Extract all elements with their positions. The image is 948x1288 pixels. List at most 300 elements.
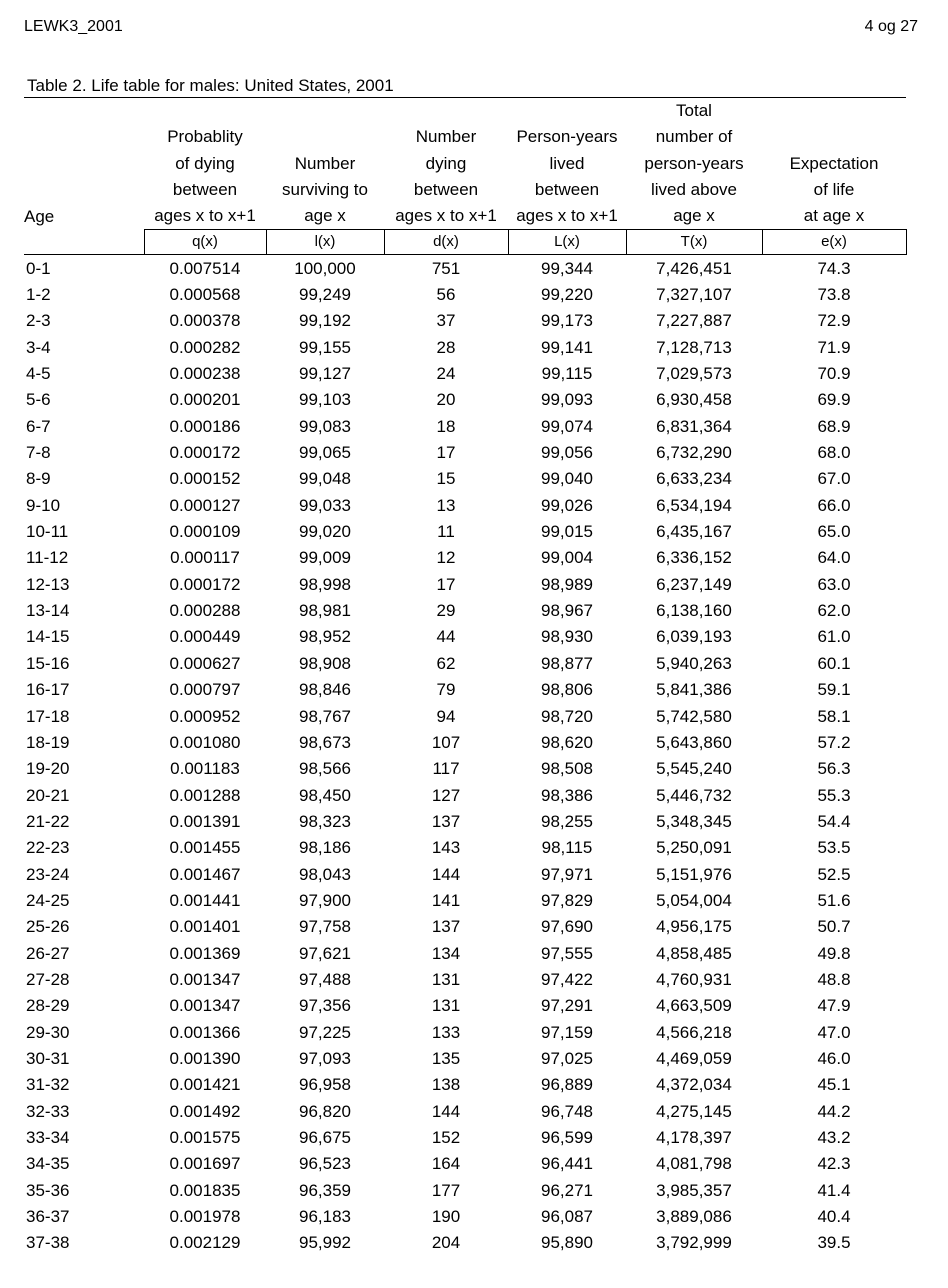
cell-age: 6-7 (26, 416, 51, 436)
cell-d: 135 (431, 1048, 461, 1068)
cell-l: 99,103 (299, 390, 351, 410)
cell-e: 40.4 (817, 1207, 851, 1227)
cell-L: 98,989 (541, 574, 593, 594)
table-row (24, 282, 906, 308)
cell-d: 44 (436, 627, 456, 647)
symbol-e: e(x) (762, 230, 906, 255)
cell-l: 96,820 (299, 1101, 351, 1121)
heading-line: Age (24, 206, 55, 226)
cell-age: 20-21 (26, 785, 70, 805)
cell-q: 0.000797 (169, 680, 241, 700)
cell-T: 6,930,458 (656, 390, 732, 410)
cell-T: 5,643,860 (656, 732, 732, 752)
cell-age: 1-2 (26, 285, 51, 304)
cell-e: 67.0 (817, 469, 851, 489)
cell-e: 46.0 (817, 1048, 851, 1068)
table-row (24, 861, 906, 887)
cell-T: 7,128,713 (656, 337, 732, 357)
cell-T: 6,138,160 (656, 601, 732, 621)
cell-age: 21-22 (26, 811, 70, 831)
symbol-row (24, 230, 906, 255)
cell-l: 99,048 (299, 469, 351, 489)
cell-l: 99,155 (299, 337, 351, 357)
cell-age: 11-12 (26, 548, 69, 568)
table-row (24, 967, 906, 993)
cell-T: 6,534,194 (656, 495, 732, 515)
table-row (24, 1151, 906, 1177)
cell-q: 0.000378 (169, 311, 241, 331)
cell-T: 3,792,999 (656, 1233, 732, 1253)
table-row (24, 1125, 906, 1151)
cell-T: 6,732,290 (656, 443, 732, 463)
heading-line: lived (549, 153, 585, 173)
cell-L: 97,971 (541, 864, 593, 884)
cell-d: 56 (436, 285, 456, 304)
cell-e: 54.4 (817, 811, 851, 831)
cell-q: 0.001366 (169, 1022, 241, 1042)
table-row (24, 624, 906, 650)
cell-e: 69.9 (817, 390, 851, 410)
table-header (24, 98, 906, 255)
heading-line: of dying (175, 153, 235, 173)
table-row (24, 730, 906, 756)
cell-L: 96,087 (541, 1207, 593, 1227)
cell-L: 99,220 (541, 285, 593, 304)
cell-e: 65.0 (817, 522, 851, 542)
cell-L: 98,806 (541, 680, 593, 700)
cell-age: 37-38 (26, 1233, 70, 1253)
table-row (24, 993, 906, 1019)
cell-d: 204 (431, 1233, 461, 1253)
cell-e: 68.0 (817, 443, 851, 463)
cell-d: 131 (431, 996, 461, 1016)
cell-d: 133 (431, 1022, 461, 1042)
cell-l: 99,009 (299, 548, 351, 568)
heading-line: Person-years (516, 127, 618, 147)
table-row (24, 809, 906, 835)
table-row (24, 782, 906, 808)
cell-q: 0.001421 (169, 1075, 241, 1095)
cell-L: 98,115 (541, 838, 593, 858)
heading-line: dying (425, 153, 467, 173)
heading-line: between (172, 179, 238, 199)
cell-q: 0.000172 (169, 574, 241, 594)
table-row (24, 703, 906, 729)
cell-age: 19-20 (26, 759, 70, 779)
heading-T (626, 98, 762, 230)
cell-l: 97,225 (299, 1022, 351, 1042)
cell-age: 18-19 (26, 732, 70, 752)
cell-T: 5,841,386 (656, 680, 732, 700)
cell-e: 74.3 (817, 258, 851, 278)
cell-L: 99,004 (541, 548, 593, 568)
table-row (24, 387, 906, 413)
cell-L: 97,291 (541, 996, 593, 1016)
cell-L: 96,599 (541, 1128, 593, 1147)
table-row (24, 361, 906, 387)
cell-L: 98,930 (541, 627, 593, 647)
heading-age (24, 98, 144, 230)
cell-q: 0.001401 (169, 917, 241, 937)
cell-d: 138 (431, 1075, 461, 1095)
cell-q: 0.007514 (169, 258, 241, 278)
cell-age: 29-30 (26, 1022, 70, 1042)
cell-L: 99,056 (541, 443, 593, 463)
cell-e: 62.0 (817, 601, 851, 621)
cell-l: 98,043 (299, 864, 351, 884)
cell-l: 98,767 (299, 706, 351, 726)
cell-l: 99,127 (299, 364, 351, 384)
cell-age: 16-17 (26, 680, 70, 700)
cell-L: 99,115 (541, 364, 593, 384)
document-id: LEWK3_2001 (24, 18, 123, 35)
cell-age: 33-34 (26, 1128, 70, 1147)
cell-T: 4,566,218 (656, 1022, 732, 1042)
heading-line: ages x to x+1 (516, 206, 618, 226)
cell-L: 99,344 (541, 258, 593, 278)
cell-L: 96,889 (541, 1075, 593, 1095)
cell-q: 0.001697 (169, 1154, 241, 1174)
table-row (24, 598, 906, 624)
heading-line: number of (655, 127, 733, 147)
cell-q: 0.000627 (169, 653, 241, 673)
cell-L: 99,173 (541, 311, 593, 331)
cell-L: 96,441 (541, 1154, 593, 1174)
cell-e: 53.5 (817, 838, 851, 858)
cell-l: 98,450 (299, 785, 351, 805)
cell-e: 71.9 (817, 337, 851, 357)
heading-line: of life (813, 179, 855, 199)
cell-q: 0.001978 (169, 1207, 241, 1227)
cell-e: 48.8 (817, 969, 851, 989)
symbol-q: q(x) (144, 230, 266, 255)
cell-d: 164 (431, 1154, 461, 1174)
cell-q: 0.000117 (170, 548, 240, 568)
cell-q: 0.000201 (169, 390, 241, 410)
cell-L: 98,508 (541, 759, 593, 779)
cell-q: 0.001575 (169, 1128, 241, 1147)
heading-line: person-years (644, 153, 744, 173)
cell-T: 6,336,152 (656, 548, 732, 568)
cell-d: 117 (432, 759, 460, 779)
cell-age: 5-6 (26, 390, 51, 410)
cell-l: 98,673 (299, 732, 351, 752)
cell-q: 0.000288 (169, 601, 241, 621)
cell-d: 131 (431, 969, 461, 989)
cell-e: 60.1 (817, 653, 851, 673)
cell-q: 0.000282 (169, 337, 241, 357)
heading-line: Probablity (167, 127, 243, 147)
cell-q: 0.000172 (169, 443, 241, 463)
cell-age: 2-3 (26, 311, 51, 331)
cell-e: 47.9 (817, 996, 851, 1016)
cell-T: 5,545,240 (656, 759, 732, 779)
cell-T: 5,446,732 (656, 785, 732, 805)
cell-d: 94 (436, 706, 456, 726)
cell-l: 98,323 (299, 811, 351, 831)
cell-T: 5,054,004 (656, 890, 732, 910)
cell-age: 25-26 (26, 917, 70, 937)
cell-d: 62 (436, 653, 456, 673)
heading-d (384, 98, 508, 230)
cell-l: 96,958 (299, 1075, 351, 1095)
cell-age: 17-18 (26, 706, 70, 726)
cell-l: 97,488 (299, 969, 351, 989)
cell-d: 17 (436, 574, 456, 594)
cell-age: 22-23 (26, 838, 70, 858)
cell-q: 0.001835 (169, 1180, 241, 1200)
cell-T: 5,742,580 (656, 706, 732, 726)
cell-q: 0.001080 (169, 732, 241, 752)
cell-L: 98,255 (541, 811, 593, 831)
cell-e: 73.8 (817, 285, 851, 304)
cell-q: 0.001369 (169, 943, 241, 963)
cell-e: 57.2 (817, 732, 851, 752)
cell-L: 97,159 (541, 1022, 593, 1042)
cell-e: 70.9 (817, 364, 851, 384)
table-caption: Table 2. Life table for males: United States, 2001 (27, 76, 394, 95)
cell-L: 97,829 (541, 890, 593, 910)
table-row (24, 440, 906, 466)
symbol-d: d(x) (384, 230, 508, 255)
cell-T: 4,178,397 (656, 1128, 732, 1147)
cell-age: 13-14 (26, 601, 70, 621)
cell-T: 6,237,149 (656, 574, 732, 594)
cell-T: 4,275,145 (656, 1101, 732, 1121)
cell-age: 7-8 (26, 443, 51, 463)
cell-d: 152 (431, 1128, 461, 1147)
cell-e: 64.0 (817, 548, 851, 568)
table-row (24, 335, 906, 361)
cell-d: 29 (436, 601, 456, 621)
cell-d: 143 (431, 838, 461, 858)
cell-d: 137 (431, 917, 461, 937)
cell-e: 61.0 (817, 627, 851, 647)
cell-l: 99,249 (299, 285, 351, 304)
cell-l: 99,020 (299, 522, 351, 542)
cell-L: 98,877 (541, 653, 593, 673)
cell-L: 97,422 (541, 969, 593, 989)
heading-q (144, 98, 266, 230)
cell-l: 97,900 (299, 890, 351, 910)
table-row (24, 1046, 906, 1072)
cell-T: 5,348,345 (656, 811, 732, 831)
cell-q: 0.000568 (169, 285, 241, 304)
table-row (24, 1098, 906, 1124)
cell-age: 4-5 (26, 364, 51, 384)
cell-l: 98,566 (299, 759, 351, 779)
cell-e: 50.7 (817, 917, 851, 937)
cell-L: 99,026 (541, 495, 593, 515)
cell-d: 141 (431, 890, 461, 910)
cell-q: 0.002129 (169, 1233, 241, 1253)
cell-e: 43.2 (817, 1128, 851, 1147)
cell-T: 4,469,059 (656, 1048, 732, 1068)
cell-T: 4,956,175 (656, 917, 732, 937)
cell-age: 30-31 (26, 1048, 70, 1068)
cell-L: 97,025 (541, 1048, 593, 1068)
heading-line: Number (415, 127, 477, 147)
symbol-L: L(x) (508, 230, 626, 255)
cell-q: 0.001288 (169, 785, 241, 805)
table-row (24, 756, 906, 782)
cell-L: 99,040 (541, 469, 593, 489)
cell-age: 35-36 (26, 1180, 70, 1200)
cell-l: 97,093 (299, 1048, 351, 1068)
cell-d: 751 (431, 258, 461, 278)
symbol-l: l(x) (266, 230, 384, 255)
cell-q: 0.001347 (169, 996, 241, 1016)
table-row (24, 651, 906, 677)
cell-d: 28 (436, 337, 456, 357)
cell-age: 14-15 (26, 627, 70, 647)
heading-line: at age x (803, 206, 865, 226)
cell-L: 96,748 (541, 1101, 593, 1121)
table-row (24, 545, 906, 571)
cell-T: 3,985,357 (656, 1180, 732, 1200)
cell-d: 18 (436, 416, 456, 436)
table-row (24, 677, 906, 703)
cell-age: 32-33 (26, 1101, 70, 1121)
cell-l: 99,033 (299, 495, 351, 515)
cell-T: 4,760,931 (656, 969, 732, 989)
cell-l: 96,523 (299, 1154, 351, 1174)
table-row (24, 1204, 906, 1230)
cell-T: 4,663,509 (656, 996, 732, 1016)
cell-q: 0.000449 (169, 627, 241, 647)
cell-e: 39.5 (817, 1233, 851, 1253)
cell-age: 24-25 (26, 890, 70, 910)
cell-l: 98,846 (299, 680, 351, 700)
table-row (24, 1072, 906, 1098)
table-row (24, 308, 906, 334)
cell-age: 27-28 (26, 969, 70, 989)
cell-d: 107 (431, 732, 461, 752)
table-row (24, 940, 906, 966)
table-row (24, 414, 906, 440)
cell-e: 63.0 (817, 574, 851, 594)
cell-l: 98,981 (299, 601, 351, 621)
cell-age: 10-11 (26, 522, 69, 542)
cell-q: 0.001455 (169, 838, 241, 858)
cell-l: 98,998 (299, 574, 351, 594)
table-row (24, 466, 906, 492)
cell-d: 12 (436, 548, 456, 568)
cell-L: 98,620 (541, 732, 593, 752)
cell-l: 99,192 (299, 311, 351, 331)
cell-L: 95,890 (541, 1233, 593, 1253)
cell-e: 45.1 (817, 1075, 851, 1095)
cell-l: 100,000 (294, 258, 356, 278)
cell-T: 7,029,573 (656, 364, 732, 384)
cell-q: 0.001492 (169, 1101, 241, 1121)
cell-d: 37 (436, 311, 456, 331)
cell-l: 96,675 (299, 1128, 351, 1147)
cell-age: 23-24 (26, 864, 70, 884)
cell-age: 34-35 (26, 1154, 70, 1174)
life-table (24, 98, 907, 1257)
cell-T: 7,426,451 (656, 258, 732, 278)
cell-d: 20 (436, 390, 456, 410)
table-row (24, 493, 906, 519)
table-row (24, 888, 906, 914)
cell-l: 99,083 (299, 416, 351, 436)
heading-line: age x (673, 206, 715, 226)
cell-age: 26-27 (26, 943, 70, 963)
cell-d: 127 (431, 785, 461, 805)
cell-T: 6,039,193 (656, 627, 732, 647)
cell-q: 0.000238 (169, 364, 241, 384)
cell-L: 97,555 (541, 943, 593, 963)
heading-line: between (413, 179, 479, 199)
table-row (24, 914, 906, 940)
cell-q: 0.000952 (169, 706, 241, 726)
cell-l: 98,952 (299, 627, 351, 647)
cell-L: 98,386 (541, 785, 593, 805)
heading-line: ages x to x+1 (395, 206, 497, 226)
cell-d: 24 (436, 364, 456, 384)
cell-l: 96,359 (299, 1180, 351, 1200)
cell-l: 98,908 (299, 653, 351, 673)
cell-d: 144 (431, 1101, 461, 1121)
cell-L: 99,015 (541, 522, 593, 542)
cell-q: 0.000152 (169, 469, 241, 489)
cell-age: 15-16 (26, 653, 70, 673)
cell-d: 15 (436, 469, 456, 489)
cell-T: 4,081,798 (656, 1154, 732, 1174)
cell-d: 137 (431, 811, 461, 831)
cell-T: 7,227,887 (656, 311, 732, 331)
cell-L: 97,690 (541, 917, 593, 937)
cell-q: 0.001441 (169, 890, 241, 910)
heading-l (266, 98, 384, 230)
page-number: 4 og 27 (864, 18, 918, 35)
cell-T: 3,889,086 (656, 1207, 732, 1227)
cell-T: 5,151,976 (656, 864, 732, 884)
cell-l: 98,186 (299, 838, 351, 858)
cell-T: 6,831,364 (656, 416, 732, 436)
cell-L: 96,271 (541, 1180, 593, 1200)
heading-L (508, 98, 626, 230)
cell-e: 51.6 (817, 890, 851, 910)
cell-q: 0.000127 (169, 495, 241, 515)
table-row (24, 519, 906, 545)
cell-T: 5,250,091 (656, 838, 732, 858)
symbol-T: T(x) (626, 230, 762, 255)
cell-l: 95,992 (299, 1233, 351, 1253)
cell-e: 72.9 (817, 311, 851, 331)
cell-l: 99,065 (299, 443, 351, 463)
cell-L: 99,074 (541, 416, 593, 436)
cell-L: 98,720 (541, 706, 593, 726)
table-body (24, 255, 906, 1257)
cell-q: 0.001183 (170, 759, 240, 779)
cell-l: 96,183 (299, 1207, 351, 1227)
cell-d: 11 (437, 522, 455, 542)
column-headings-row (24, 98, 906, 230)
heading-line: ages x to x+1 (154, 206, 256, 226)
cell-L: 98,967 (541, 601, 593, 621)
cell-e: 49.8 (817, 943, 851, 963)
table-row (24, 1019, 906, 1045)
cell-e: 44.2 (817, 1101, 851, 1121)
cell-age: 28-29 (26, 996, 70, 1016)
table-row (24, 835, 906, 861)
cell-e: 41.4 (817, 1180, 851, 1200)
cell-T: 4,372,034 (656, 1075, 732, 1095)
cell-age: 36-37 (26, 1207, 70, 1227)
cell-e: 55.3 (817, 785, 851, 805)
